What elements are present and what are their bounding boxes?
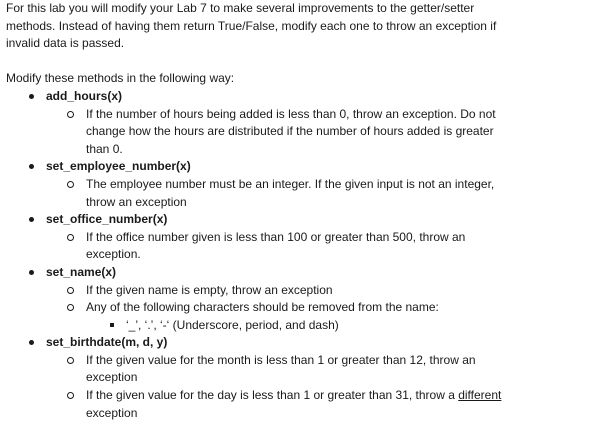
rule-item: [6, 176, 594, 194]
rule-text: If the given value for the day is less than 1 or greater than 31, throw a: [86, 388, 459, 403]
sub-rule-item: [6, 317, 594, 335]
method-name: add_hours(x): [46, 88, 123, 103]
circle-bullet-icon: [67, 181, 74, 188]
intro-line-2: methods. Instead of having them return True/False, modify each one to throw an exception if: [6, 18, 497, 33]
rule-item: [6, 387, 594, 405]
rule-text: If the office number given is less than 100 or greater than 500, throw an: [86, 229, 466, 244]
rule-text: If the given value for the month is less than 1 or greater than 12, throw an: [86, 352, 476, 367]
circle-bullet-icon: [67, 357, 74, 364]
rule-continuation: exception: [86, 405, 138, 420]
circle-bullet-icon: [67, 304, 74, 311]
disc-bullet-icon: [29, 217, 34, 222]
disc-bullet-icon: [29, 94, 34, 99]
method-name: set_name(x): [46, 264, 117, 279]
rule-continuation: change how the hours are distributed if the number of hours added is greater: [86, 124, 494, 139]
intro-line-1: For this lab you will modify your Lab 7 to make several improvements to the getter/setter: [6, 1, 475, 15]
method-item-set-employee-number: [6, 158, 594, 176]
circle-bullet-icon: [67, 287, 74, 294]
circle-bullet-icon: [67, 392, 74, 399]
emphasis-different: different: [458, 388, 502, 403]
square-bullet-icon: [110, 323, 114, 327]
rule-item: [6, 282, 594, 300]
rule-item: [6, 229, 594, 247]
method-item-set-office-number: [6, 211, 594, 229]
method-name: set_office_number(x): [46, 212, 168, 227]
rule-text: If the number of hours being added is less than 0, throw an exception. Do not: [86, 106, 496, 121]
disc-bullet-icon: [29, 340, 34, 345]
method-name: set_birthdate(m, d, y): [46, 335, 168, 350]
removed-chars-text: ‘_’, ‘.’, ‘-‘ (Underscore, period, and dash): [126, 317, 339, 332]
method-item-add-hours: [6, 88, 594, 106]
circle-bullet-icon: [67, 111, 74, 118]
rule-continuation: exception: [86, 370, 138, 385]
modify-heading: Modify these methods in the following way:: [6, 71, 235, 86]
rule-continuation: than 0.: [86, 141, 123, 156]
circle-bullet-icon: [67, 234, 74, 241]
rule-item: [6, 299, 594, 317]
paragraph-gap: [6, 53, 594, 71]
intro-line-3: invalid data is passed.: [6, 36, 125, 51]
method-name: set_employee_number(x): [46, 159, 191, 174]
document-body: [6, 0, 594, 422]
rule-continuation: exception.: [86, 247, 141, 262]
rule-item: [6, 352, 594, 370]
rule-text: Any of the following characters should be removed from the name:: [86, 300, 439, 315]
rule-text: If the given name is empty, throw an exception: [86, 282, 333, 297]
method-item-set-birthdate: [6, 334, 594, 352]
disc-bullet-icon: [29, 270, 34, 275]
method-item-set-name: [6, 264, 594, 282]
rule-continuation: throw an exception: [86, 194, 187, 209]
rule-item: [6, 106, 594, 124]
disc-bullet-icon: [29, 164, 34, 169]
rule-text: The employee number must be an integer. If the given input is not an integer,: [86, 176, 495, 191]
